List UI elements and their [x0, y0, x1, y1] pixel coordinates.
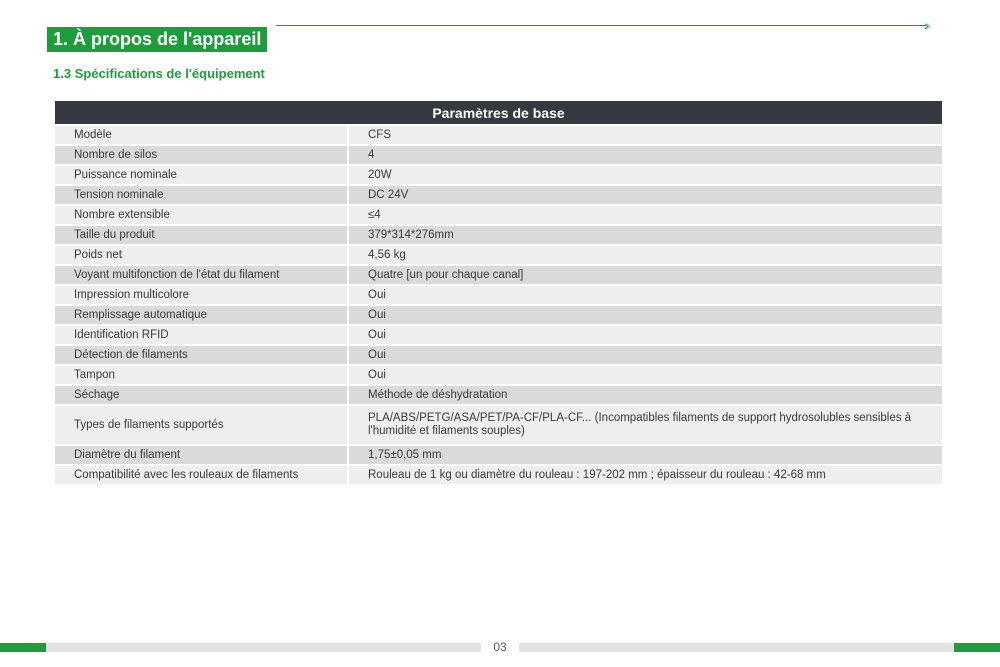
spec-label: Voyant multifonction de l'état du filament: [55, 264, 349, 284]
spec-value: ≤4: [349, 204, 942, 224]
footer-bar-right: [519, 643, 954, 652]
spec-value: 20W: [349, 164, 942, 184]
table-row: [55, 444, 942, 464]
table-title: Paramètres de base: [55, 101, 942, 124]
subsection-title: 1.3 Spécifications de l'équipement: [53, 66, 265, 81]
table-row: [55, 244, 942, 264]
table-row: [55, 144, 942, 164]
table-row: [55, 364, 942, 384]
spec-label: Puissance nominale: [55, 164, 349, 184]
spec-label: Taille du produit: [55, 224, 349, 244]
spec-value: 1,75±0,05 mm: [349, 444, 942, 464]
spec-label: Diamètre du filament: [55, 444, 349, 464]
spec-label: Tampon: [55, 364, 349, 384]
spec-value: Oui: [349, 324, 942, 344]
spec-label: Types de filaments supportés: [55, 404, 349, 444]
table-row: [55, 264, 942, 284]
table-row: [55, 184, 942, 204]
spec-value: 4,56 kg: [349, 244, 942, 264]
footer-accent-left: [0, 643, 46, 652]
section-title: 1. À propos de l'appareil: [47, 27, 267, 52]
spec-label: Identification RFID: [55, 324, 349, 344]
spec-label: Séchage: [55, 384, 349, 404]
footer-accent-right: [954, 643, 1000, 652]
table-row: [55, 304, 942, 324]
spec-label: Poids net: [55, 244, 349, 264]
spec-label: Nombre de silos: [55, 144, 349, 164]
table-row: [55, 324, 942, 344]
page-number: 03: [493, 640, 507, 654]
spec-label: Détection de filaments: [55, 344, 349, 364]
spec-value: Oui: [349, 304, 942, 324]
triple-chevron-right-icon: ›››: [924, 17, 930, 33]
table-row: [55, 124, 942, 144]
header-rule: [276, 25, 926, 26]
spec-value: 379*314*276mm: [349, 224, 942, 244]
spec-value: Oui: [349, 364, 942, 384]
table-row: [55, 224, 942, 244]
spec-value: CFS: [349, 124, 942, 144]
spec-label: Compatibilité avec les rouleaux de filaments: [55, 464, 349, 484]
spec-value: PLA/ABS/PETG/ASA/PET/PA-CF/PLA-CF... (Incompatibles filaments de support hydrosolubles sensibles à l'humidité et filaments souples): [349, 404, 942, 444]
table-row: [55, 464, 942, 484]
spec-label: Impression multicolore: [55, 284, 349, 304]
spec-label: Nombre extensible: [55, 204, 349, 224]
spec-table: [55, 101, 942, 484]
spec-value: Rouleau de 1 kg ou diamètre du rouleau : 197-202 mm ; épaisseur du rouleau : 42-68 mm: [349, 464, 942, 484]
table-row: [55, 204, 942, 224]
spec-value: Quatre [un pour chaque canal]: [349, 264, 942, 284]
table-row: [55, 284, 942, 304]
spec-label: Modèle: [55, 124, 349, 144]
spec-value: Oui: [349, 344, 942, 364]
table-row: [55, 384, 942, 404]
spec-label: Remplissage automatique: [55, 304, 349, 324]
footer-bar-left: [46, 643, 481, 652]
table-row: [55, 404, 942, 444]
table-row: [55, 164, 942, 184]
spec-value: Méthode de déshydratation: [349, 384, 942, 404]
spec-label: Tension nominale: [55, 184, 349, 204]
spec-value: 4: [349, 144, 942, 164]
spec-value: DC 24V: [349, 184, 942, 204]
table-row: [55, 344, 942, 364]
spec-value: Oui: [349, 284, 942, 304]
